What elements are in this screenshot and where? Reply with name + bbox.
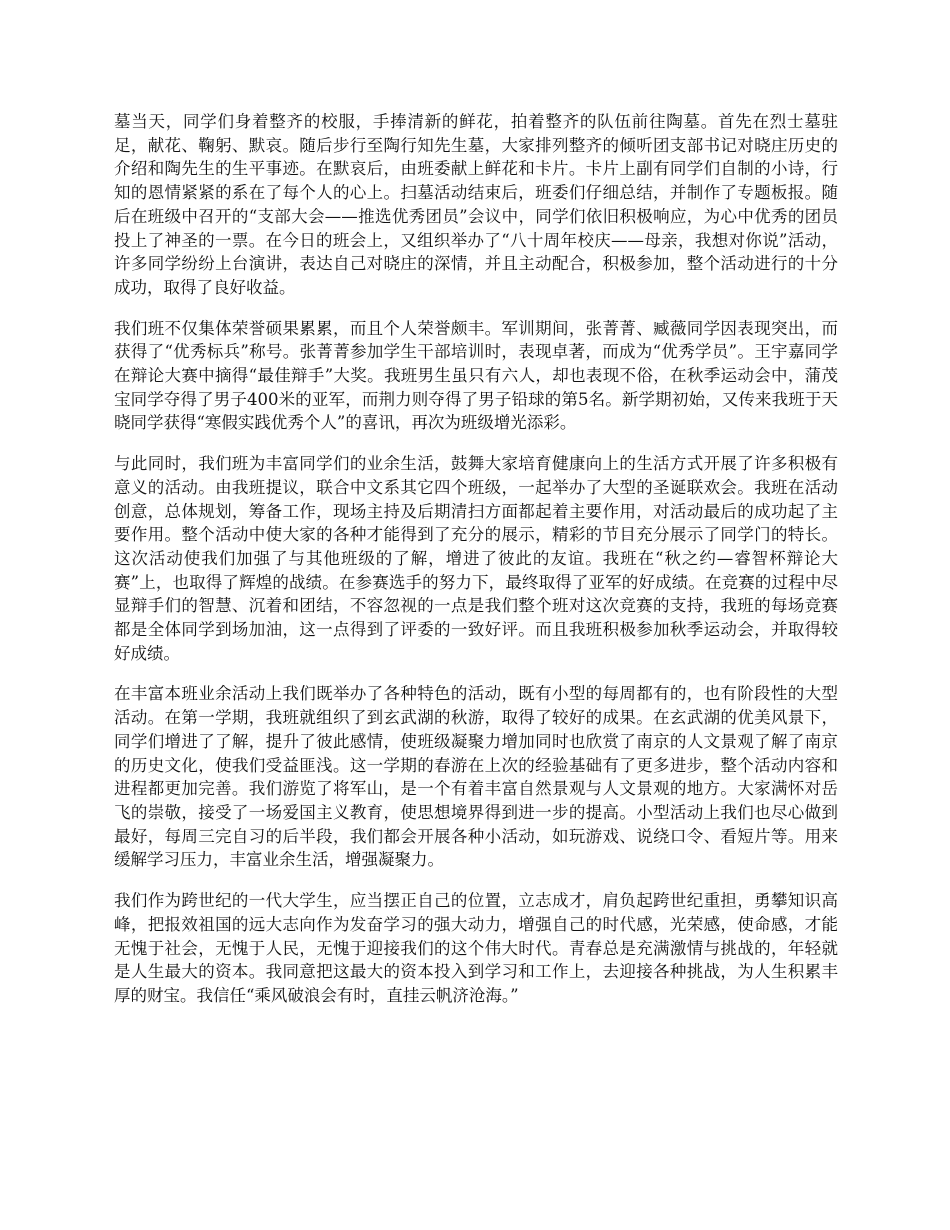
paragraph-leisure-activities: 在丰富本班业余活动上我们既举办了各种特色的活动，既有小型的每周都有的，也有阶段性的大型活动。在第一学期，我班就组织了到玄武湖的秋游，取得了较好的成果。在玄武湖的优美风景下，同学们增进了了解，提升了彼此感情，使班级凝聚力增加同时也欣赏了南京的人文景观了解了南京的历史文化，使我们受益匪浅。这一学期的春游在上次的经验基础有了更多进步，整个活动内容和进程都更加完善。我们游览了将军山，是一个有着丰富自然景观与人文景观的地方。大家满怀对岳飞的崇敬，接受了一场爱国主义教育，使思想境界得到进一步的提高。小型活动上我们也尽心做到最好，每周三完自习的后半段，我们都会开展各种小活动，如玩游戏、说绕口令、看短片等。用来缓解学习压力，丰富业余生活，增强凝聚力。 (114, 684, 838, 870)
paragraph-class-activities: 与此同时，我们班为丰富同学们的业余生活，鼓舞大家培育健康向上的生活方式开展了许多积极有意义的活动。由我班提议，联合中文系其它四个班级，一起举办了大型的圣诞联欢会。我班在活动创意，总体规划，筹备工作，现场主持及后期清扫方面都起着主要作用，对活动最后的成功起了主要作用。整个活动中使大家的各种才能得到了充分的展示，精彩的节目充分展示了同学门的特长。这次活动使我们加强了与其他班级的了解，增进了彼此的友谊。我班在“秋之约—睿智杯辩论大赛”上，也取得了辉煌的战绩。在参赛选手的努力下，最终取得了亚军的好成绩。在竞赛的过程中尽显辩手们的智慧、沉着和团结，不容忽视的一点是我们整个班对这次竞赛的支持，我班的每场竞赛都是全体同学到场加油，这一点得到了评委的一致好评。而且我班积极参加秋季运动会，并取得较好成绩。 (114, 454, 838, 663)
paragraph-individual-honors: 我们班不仅集体荣誉硕果累累，而且个人荣誉颇丰。军训期间，张菁菁、臧薇同学因表现突出，而获得了“优秀标兵”称号。张菁菁参加学生干部培训时，表现卓著，而成为“优秀学员”。王宇嘉同学在辩论大赛中摘得“最佳辩手”大奖。我班男生虽只有六人，却也表现不俗，在秋季运动会中，蒲茂宝同学夺得了男子400米的亚军，而荆力则夺得了男子铅球的第5名。新学期初始，又传来我班于天晓同学获得“寒假实践优秀个人”的喜讯，再次为班级增光添彩。 (114, 318, 838, 433)
document-body (114, 110, 838, 1025)
paragraph-conclusion: 我们作为跨世纪的一代大学生，应当摆正自己的位置，立志成才，肩负起跨世纪重担，勇攀知识高峰，把报效祖国的远大志向作为发奋学习的强大动力，增强自己的时代感，光荣感，使命感，才能无愧于社会，无愧于人民，无愧于迎接我们的这个伟大时代。青春总是充满激情与挑战的，年轻就是人生最大的资本。我同意把这最大的资本投入到学习和工作上，去迎接各种挑战，为人生积累丰厚的财宝。我信任“乘风破浪会有时，直挂云帆济沧海。” (114, 891, 838, 1005)
paragraph-tomb-sweeping: 墓当天，同学们身着整齐的校服，手捧清新的鲜花，拍着整齐的队伍前往陶墓。首先在烈士墓驻足，献花、鞠躬、默哀。随后步行至陶行知先生墓，大家排列整齐的倾听团支部书记对晓庄历史的介绍和陶先生的生平事迹。在默哀后，由班委献上鲜花和卡片。卡片上副有同学们自制的小诗，行知的恩情紧紧的系在了每个人的心上。扫墓活动结束后，班委们仔细总结，并制作了专题板报。随后在班级中召开的“支部大会——推选优秀团员”会议中，同学们依旧积极响应，为心中优秀的团员投上了神圣的一票。在今日的班会上，又组织举办了“八十周年校庆——母亲，我想对你说”活动，许多同学纷纷上台演讲，表达自己对晓庄的深情，并且主动配合，积极参加，整个活动进行的十分成功，取得了良好收益。 (114, 112, 838, 297)
